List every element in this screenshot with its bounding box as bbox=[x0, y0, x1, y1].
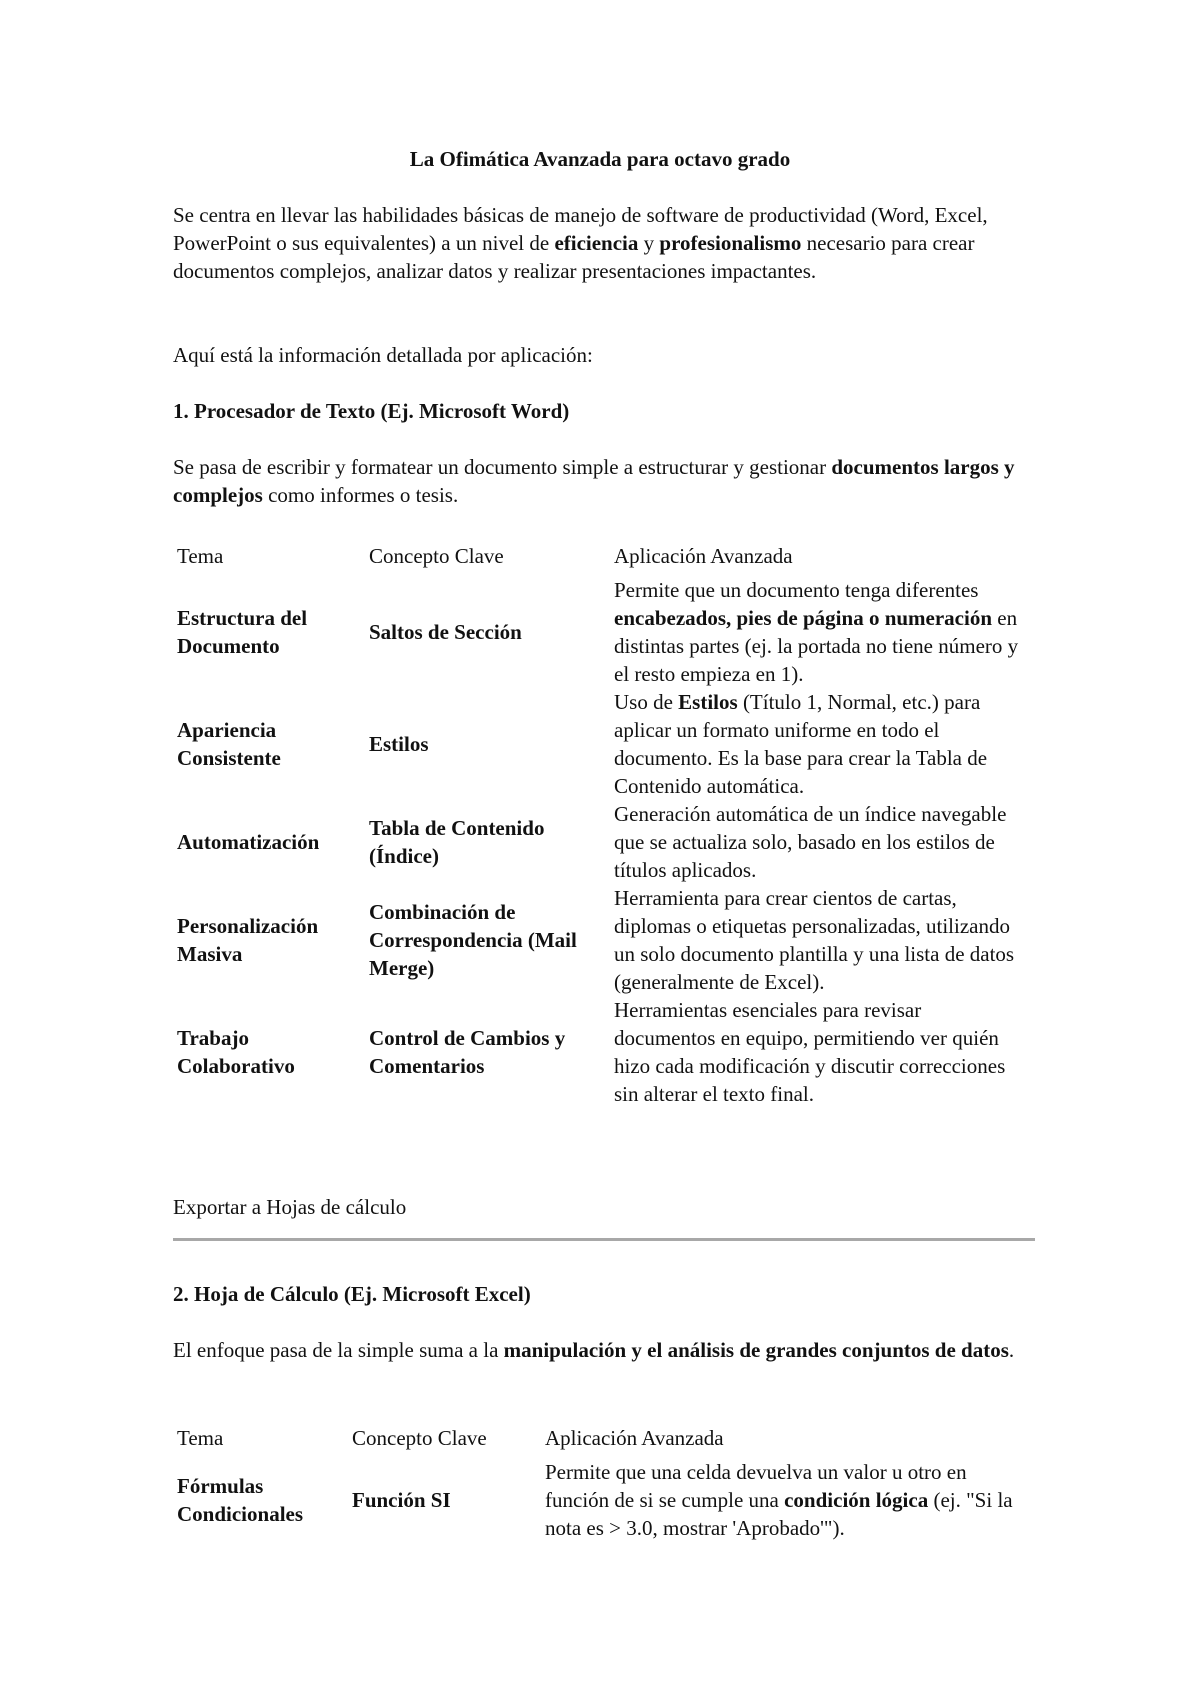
section2-heading: 2. Hoja de Cálculo (Ej. Microsoft Excel) bbox=[173, 1282, 531, 1306]
section1-heading: 1. Procesador de Texto (Ej. Microsoft Word) bbox=[173, 399, 570, 423]
cell-tema: Apariencia Consistente bbox=[177, 718, 281, 770]
section2-intro bbox=[173, 1336, 1053, 1364]
text-segment: necesario para crear documentos complejos, analizar datos y realizar presentaciones impactantes. bbox=[173, 231, 975, 283]
cell-tema: Automatización bbox=[177, 830, 320, 854]
cell-tema: Fórmulas Condicionales bbox=[177, 1474, 304, 1526]
table-row bbox=[173, 996, 1028, 1108]
section-divider bbox=[173, 1238, 1035, 1241]
table-row bbox=[173, 884, 1028, 996]
table-row bbox=[173, 688, 1028, 800]
table-header-row bbox=[173, 536, 1028, 576]
bold-text: documentos largos y complejos bbox=[173, 455, 1015, 507]
text-segment: Se pasa de escribir y formatear un documento simple a estructurar y gestionar bbox=[173, 455, 832, 479]
bold-text: manipulación y el análisis de grandes conjuntos de datos bbox=[503, 1338, 1009, 1362]
table-row bbox=[173, 1458, 1028, 1542]
text-segment: como informes o tesis. bbox=[262, 483, 459, 507]
bold-text: encabezados, pies de página o numeración bbox=[614, 606, 993, 630]
cell-aplicacion bbox=[610, 576, 1028, 688]
section1-table bbox=[173, 536, 1028, 1108]
cell-concepto: Saltos de Sección bbox=[369, 620, 522, 644]
text-segment: . bbox=[1008, 1338, 1015, 1362]
cell-aplicacion bbox=[541, 1458, 1028, 1542]
header-concepto: Concepto Clave bbox=[352, 1426, 487, 1450]
bold-text: Estilos bbox=[678, 690, 738, 714]
header-concepto: Concepto Clave bbox=[369, 544, 504, 568]
document-title: La Ofimática Avanzada para octavo grado bbox=[409, 147, 791, 171]
text-segment: Generación automática de un índice navegable que se actualiza solo, basado en los estilos de títulos aplicados. bbox=[614, 802, 1007, 882]
section1-intro bbox=[173, 453, 1053, 509]
cell-aplicacion bbox=[610, 800, 1028, 884]
section2-table bbox=[173, 1418, 1028, 1542]
text-segment: (Título 1, Normal, etc.) para aplicar un formato uniforme en todo el documento. Es la base para crear la Tabla de Contenido automática. bbox=[614, 690, 988, 798]
text-segment: (ej. "Si la nota es > 3.0, mostrar 'Aprobado'"). bbox=[545, 1488, 1013, 1540]
cell-aplicacion bbox=[610, 996, 1028, 1108]
cell-concepto: Control de Cambios y Comentarios bbox=[369, 1026, 566, 1078]
cell-aplicacion bbox=[610, 688, 1028, 800]
table-row bbox=[173, 800, 1028, 884]
cell-tema: Personalización Masiva bbox=[177, 914, 319, 966]
text-segment: Herramienta para crear cientos de cartas, diplomas o etiquetas personalizadas, utilizando un solo documento plantilla y una lista de datos (generalmente de Excel). bbox=[614, 886, 1015, 994]
text-segment: Permite que una celda devuelva un valor u otro en función de si se cumple una bbox=[545, 1460, 967, 1512]
lead-paragraph: Aquí está la información detallada por aplicación: bbox=[173, 343, 593, 367]
export-to-sheets-link[interactable]: Exportar a Hojas de cálculo bbox=[173, 1195, 407, 1219]
table-header-row bbox=[173, 1418, 1028, 1458]
header-aplicacion: Aplicación Avanzada bbox=[614, 544, 793, 568]
text-segment: Permite que un documento tenga diferentes bbox=[614, 578, 979, 602]
text-segment: Uso de bbox=[614, 690, 679, 714]
cell-tema: Trabajo Colaborativo bbox=[177, 1026, 295, 1078]
header-tema: Tema bbox=[177, 1426, 224, 1450]
cell-concepto: Función SI bbox=[352, 1488, 451, 1512]
intro-paragraph bbox=[173, 201, 1053, 285]
table-row bbox=[173, 576, 1028, 688]
text-segment: Herramientas esenciales para revisar documentos en equipo, permitiendo ver quién hizo cada modificación y discutir correcciones sin alterar el texto final. bbox=[614, 998, 1006, 1106]
text-segment: y bbox=[638, 231, 660, 255]
cell-concepto: Estilos bbox=[369, 732, 429, 756]
header-aplicacion: Aplicación Avanzada bbox=[545, 1426, 724, 1450]
text-segment: El enfoque pasa de la simple suma a la bbox=[173, 1338, 504, 1362]
text-segment: Se centra en llevar las habilidades básicas de manejo de software de productividad (Word, Excel, PowerPoint o sus equivalentes) a un nivel de bbox=[173, 203, 988, 255]
cell-concepto: Tabla de Contenido (Índice) bbox=[369, 816, 545, 868]
cell-aplicacion bbox=[610, 884, 1028, 996]
bold-text: eficiencia bbox=[554, 231, 639, 255]
bold-text: condición lógica bbox=[784, 1488, 929, 1512]
header-tema: Tema bbox=[177, 544, 224, 568]
cell-concepto: Combinación de Correspondencia (Mail Merge) bbox=[369, 900, 577, 980]
cell-tema: Estructura del Documento bbox=[177, 606, 308, 658]
bold-text: profesionalismo bbox=[659, 231, 802, 255]
text-segment: en distintas partes (ej. la portada no tiene número y el resto empieza en 1). bbox=[614, 606, 1019, 686]
